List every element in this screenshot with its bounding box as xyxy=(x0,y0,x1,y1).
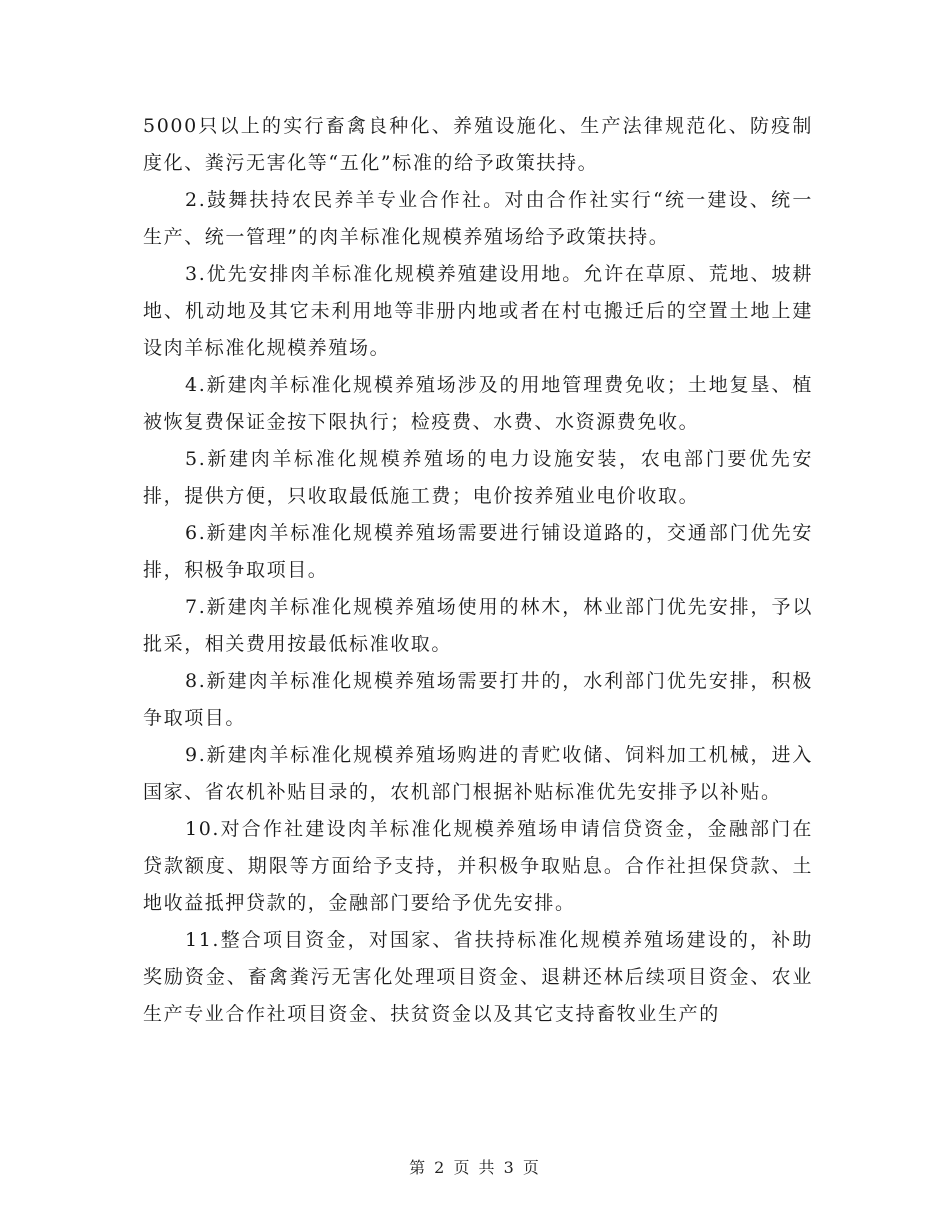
paragraph-4: 4.新建肉羊标准化规模养殖场涉及的用地管理费免收；土地复垦、植被恢复费保证金按下限执行；检疫费、水费、水资源费免收。 xyxy=(143,374,813,433)
paragraph-11: 11.整合项目资金，对国家、省扶持标准化规模养殖场建设的，补助奖励资金、畜禽粪污无害化处理项目资金、退耕还林后续项目资金、农业生产专业合作社项目资金、扶贫资金以及其它支持畜牧业生产的 xyxy=(143,929,813,1025)
document-body xyxy=(143,108,813,1033)
paragraph-3: 3.优先安排肉羊标准化规模养殖建设用地。允许在草原、荒地、坡耕地、机动地及其它未利用地等非册内地或者在村屯搬迁后的空置土地上建设肉羊标准化规模养殖场。 xyxy=(143,263,813,359)
paragraph-5: 5.新建肉羊标准化规模养殖场的电力设施安装，农电部门要优先安排，提供方便，只收取最低施工费；电价按养殖业电价收取。 xyxy=(143,448,813,507)
paragraph-2: 2.鼓舞扶持农民养羊专业合作社。对由合作社实行“统一建设、统一生产、统一管理”的肉羊标准化规模养殖场给予政策扶持。 xyxy=(143,189,813,248)
paragraph-10: 10.对合作社建设肉羊标准化规模养殖场申请信贷资金，金融部门在贷款额度、期限等方面给予支持，并积极争取贴息。合作社担保贷款、土地收益抵押贷款的，金融部门要给予优先安排。 xyxy=(143,818,813,914)
paragraph-7: 7.新建肉羊标准化规模养殖场使用的林木，林业部门优先安排，予以批采，相关费用按最低标准收取。 xyxy=(143,596,813,655)
paragraph-9: 9.新建肉羊标准化规模养殖场购进的青贮收储、饲料加工机械，进入国家、省农机补贴目录的，农机部门根据补贴标准优先安排予以补贴。 xyxy=(143,744,813,803)
paragraph-1: 5000只以上的实行畜禽良种化、养殖设施化、生产法律规范化、防疫制度化、粪污无害化等“五化”标准的给予政策扶持。 xyxy=(143,115,813,174)
paragraph-8: 8.新建肉羊标准化规模养殖场需要打井的，水利部门优先安排，积极争取项目。 xyxy=(143,670,813,729)
paragraph-6: 6.新建肉羊标准化规模养殖场需要进行铺设道路的，交通部门优先安排，积极争取项目。 xyxy=(143,522,813,581)
page-footer: 第 2 页 共 3 页 xyxy=(409,1158,541,1177)
